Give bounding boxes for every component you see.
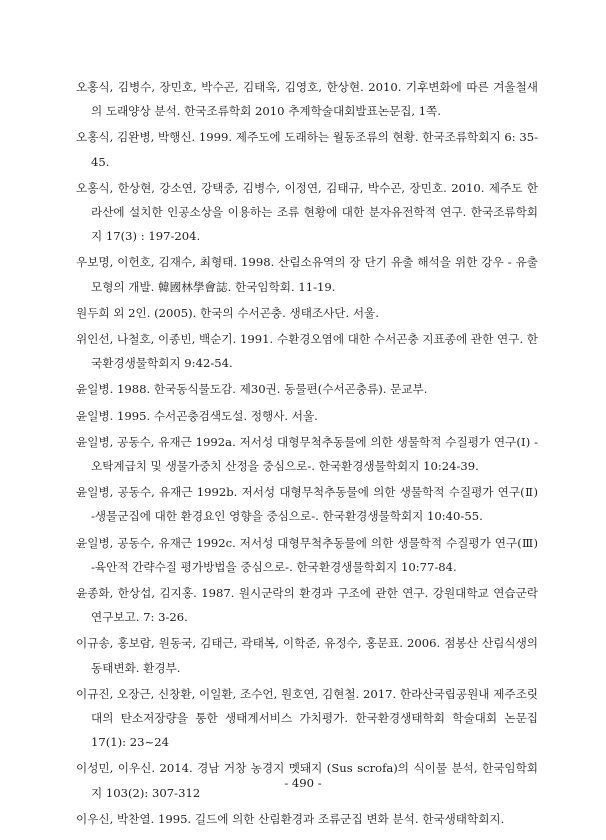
- reference-list: [76, 75, 538, 833]
- reference-entry: 윤일병. 1988. 한국동식물도감. 제30권. 동물편(수서곤충류). 문교부.: [76, 382, 428, 397]
- reference-entry: 이성민, 이우신. 2014. 경남 거창 농경지 멧돼지 (Sus scrofa)의 식이물 분석, 한국임학회지 103(2): 307-312: [76, 761, 538, 800]
- reference-entry: 오홍식, 김완병, 박행신. 1999. 제주도에 도래하는 월동조류의 현황. 한국조류학회지 6: 35-45.: [76, 130, 538, 169]
- reference-entry: 원두희 외 2인. (2005). 한국의 수서곤충. 생태조사단. 서울.: [76, 305, 379, 320]
- reference-entry: 오홍식, 한상현, 강소연, 강택중, 김병수, 이정연, 김태규, 박수곤, 장민호. 2010. 제주도 한라산에 설치한 인공소상을 이용하는 조류 현황에 대한 분자유전학적 연구. 한국조류학회지 17(3) : 197-204.: [76, 180, 538, 244]
- reference-entry: 윤일병, 공동수, 유재근 1992b. 저서성 대형무척추동물에 의한 생물학적 수질평가 연구(Ⅱ) -생물군집에 대한 환경요인 영향을 중심으로-. 한국환경생물학회지 10:40-55.: [76, 485, 538, 524]
- reference-entry: 윤일병, 공동수, 유재근 1992c. 저서성 대형무척추동물에 의한 생물학적 수질평가 연구(Ⅲ) -육안적 간략수질 평가방법을 중심으로-. 한국환경생물학회지 10:77-84.: [76, 535, 538, 574]
- reference-entry: 이우신, 박찬열. 1995. 길드에 의한 산림환경과 조류군집 변화 분석. 한국생태학회지.: [76, 811, 505, 826]
- reference-entry: 윤일병, 공동수, 유재근 1992a. 저서성 대형무척추동물에 의한 생물학적 수질평가 연구(Ⅰ) -오탁계급치 및 생물가중치 산정을 중심으로-. 한국환경생물학회지 10:24-39.: [76, 434, 538, 474]
- reference-entry: 위인선, 나철호, 이종빈, 백순기. 1991. 수환경오염에 대한 수서곤충 지표종에 관한 연구. 한국환경생물학회지 9:42-54.: [76, 332, 538, 371]
- reference-entry: 윤일병. 1995. 수서곤충검색도설. 정행사. 서울.: [76, 408, 318, 423]
- reference-entry: 이규진, 오장근, 신창환, 이일환, 조수언, 원호연, 김현철. 2017. 한라산국립공원내 제주조릿대의 탄소저장량을 통한 생태계서비스 가치평가. 한국환경생태학회 학술대회 논문집 17(1): 23~24: [76, 686, 538, 750]
- reference-entry: 윤종화, 한상섭, 김지홍. 1987. 원시군락의 환경과 구조에 관한 연구. 강원대학교 연습군락연구보고. 7: 3-26.: [76, 586, 538, 625]
- reference-entry: 우보명, 이헌호, 김재수, 최형태. 1998. 산림소유역의 장 단기 유출 해석을 위한 강우 - 유출모형의 개발. 韓國林學會誌. 한국임학회. 11-19.: [76, 255, 538, 294]
- page-number: - 490 -: [284, 776, 322, 790]
- reference-entry: 오홍식, 김병수, 장민호, 박수곤, 김태욱, 김영호, 한상현. 2010. 기후변화에 따른 겨울철새의 도래양상 분석. 한국조류학회 2010 추계학술대회발표논문집, 1쪽.: [76, 80, 538, 119]
- reference-entry: 이규송, 홍보람, 원동국, 김태근, 곽태복, 이학준, 유정수, 홍문표. 2006. 점봉산 산림식생의 동태변화. 환경부.: [76, 636, 538, 675]
